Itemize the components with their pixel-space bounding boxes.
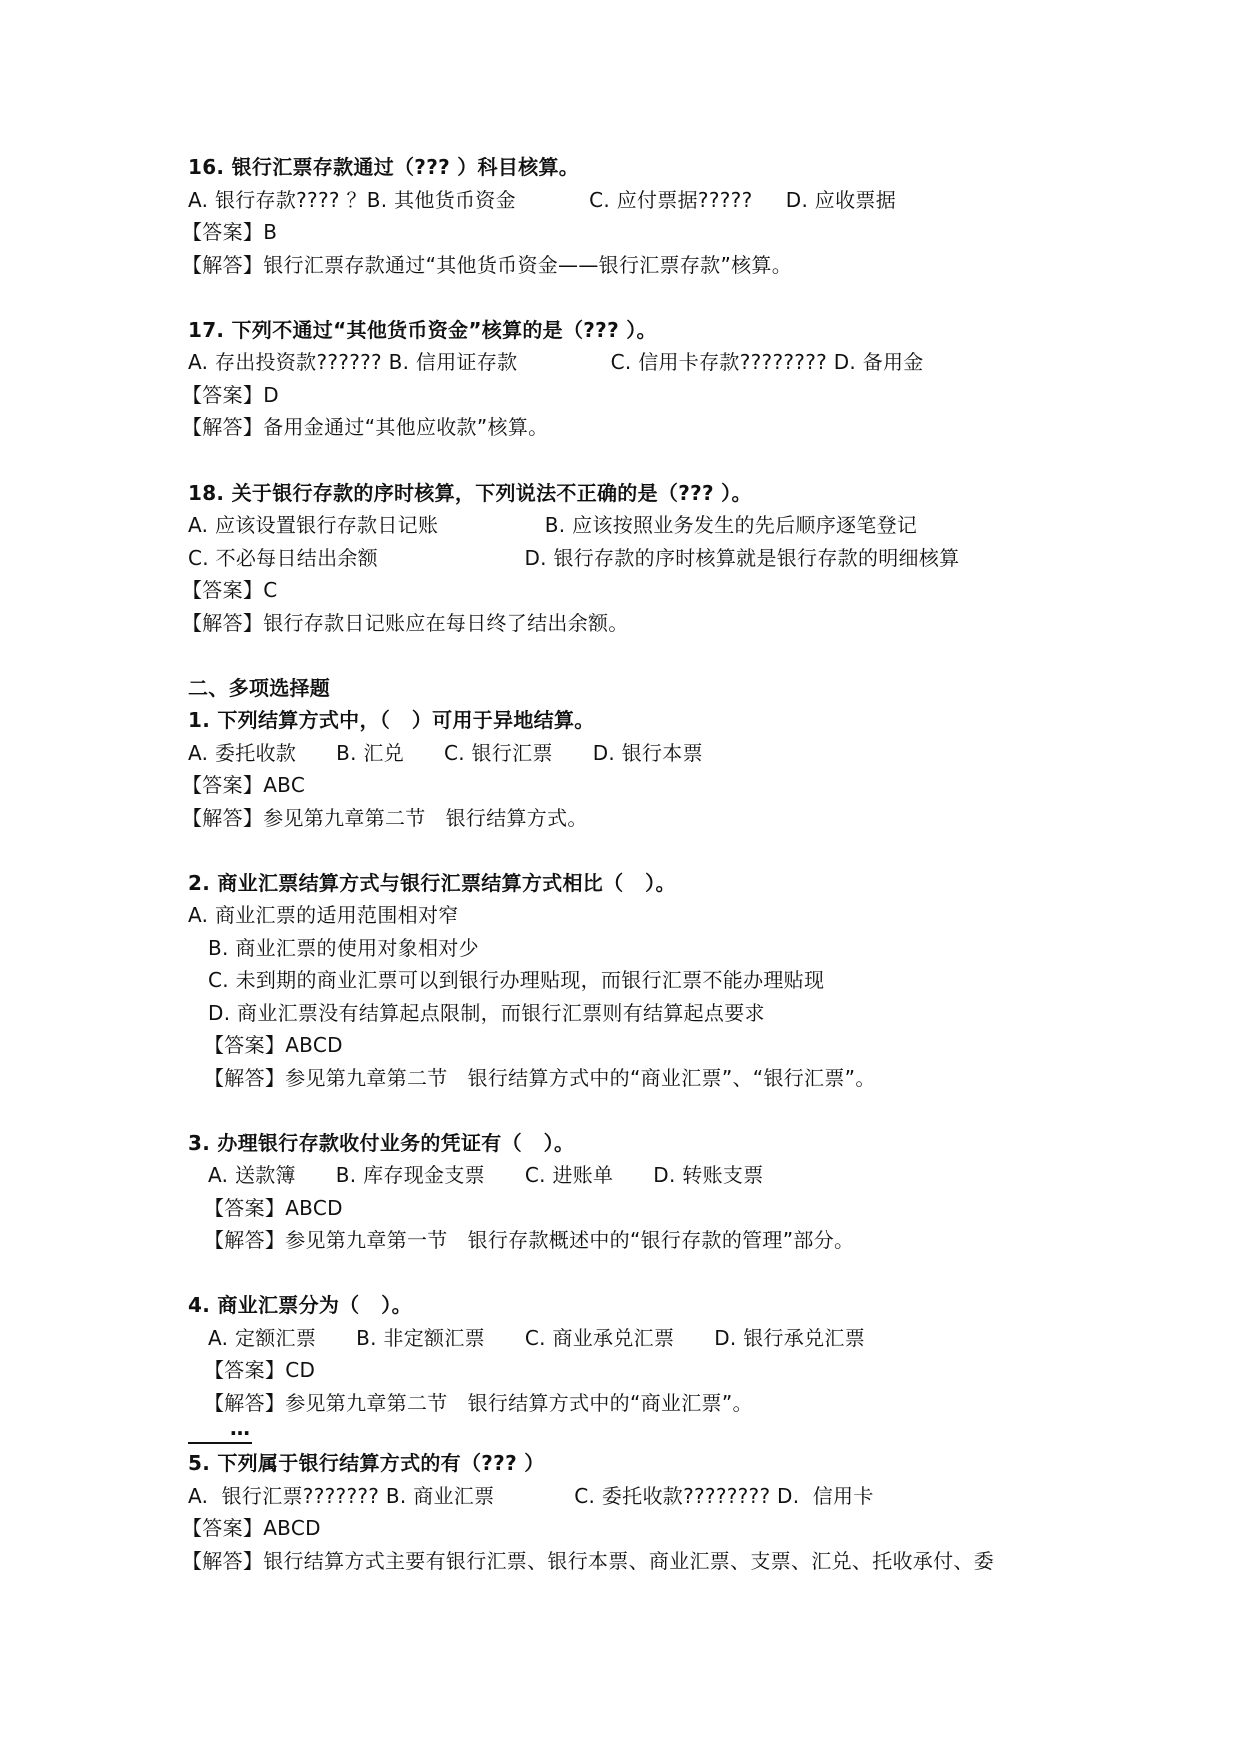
multi-question-5-options: A. 银行汇票??????? B. 商业汇票 C. 委托收款???????? D. 信用卡 bbox=[188, 1484, 874, 1508]
separator-line bbox=[188, 1442, 252, 1444]
multi-question-2-option-d: D. 商业汇票没有结算起点限制，而银行汇票则有结算起点要求 bbox=[208, 1001, 765, 1025]
multi-question-1-explanation: 【解答】参见第九章第二节 银行结算方式。 bbox=[182, 806, 588, 830]
multi-question-1-answer: 【答案】ABC bbox=[182, 773, 306, 797]
question-18-answer: 【答案】C bbox=[182, 578, 278, 602]
question-17-options: A. 存出投资款?????? B. 信用证存款 C. 信用卡存款???????? D. 备用金 bbox=[188, 350, 924, 374]
question-18-options-row2: C. 不必每日结出余额 D. 银行存款的序时核算就是银行存款的明细核算 bbox=[188, 546, 960, 570]
question-16-answer: 【答案】B bbox=[182, 220, 278, 244]
question-17-explanation: 【解答】备用金通过“其他应收款”核算。 bbox=[182, 415, 549, 439]
multi-question-4-answer: 【答案】CD bbox=[204, 1358, 316, 1382]
ellipsis-marker: … bbox=[230, 1416, 251, 1440]
multi-question-3-title: 3. 办理银行存款收付业务的凭证有（ ）。 bbox=[188, 1131, 575, 1155]
question-18-title: 18. 关于银行存款的序时核算，下列说法不正确的是（??? ）。 bbox=[188, 481, 752, 505]
multi-question-2-explanation: 【解答】参见第九章第二节 银行结算方式中的“商业汇票”、“银行汇票”。 bbox=[204, 1066, 876, 1090]
question-17-answer: 【答案】D bbox=[182, 383, 279, 407]
multi-question-5-explanation: 【解答】银行结算方式主要有银行汇票、银行本票、商业汇票、支票、汇兑、托收承付、委 bbox=[182, 1549, 994, 1573]
multi-question-5-answer: 【答案】ABCD bbox=[182, 1516, 321, 1540]
multi-question-2-answer: 【答案】ABCD bbox=[204, 1033, 343, 1057]
multi-question-2-option-c: C. 未到期的商业汇票可以到银行办理贴现，而银行汇票不能办理贴现 bbox=[208, 968, 825, 992]
multi-question-5-title: 5. 下列属于银行结算方式的有（??? ） bbox=[188, 1451, 545, 1475]
multi-question-3-options: A. 送款簿 B. 库存现金支票 C. 进账单 D. 转账支票 bbox=[208, 1163, 764, 1187]
question-18-options-row1: A. 应该设置银行存款日记账 B. 应该按照业务发生的先后顺序逐笔登记 bbox=[188, 513, 918, 537]
multi-question-3-answer: 【答案】ABCD bbox=[204, 1196, 343, 1220]
question-16-explanation: 【解答】银行汇票存款通过“其他货币资金——银行汇票存款”核算。 bbox=[182, 253, 793, 277]
multi-question-4-options: A. 定额汇票 B. 非定额汇票 C. 商业承兑汇票 D. 银行承兑汇票 bbox=[208, 1326, 866, 1350]
multi-question-4-explanation: 【解答】参见第九章第二节 银行结算方式中的“商业汇票”。 bbox=[204, 1391, 753, 1415]
multi-question-3-explanation: 【解答】参见第九章第一节 银行存款概述中的“银行存款的管理”部分。 bbox=[204, 1228, 855, 1252]
question-16-title: 16. 银行汇票存款通过（??? ）科目核算。 bbox=[188, 155, 580, 179]
multi-question-2-option-a: A. 商业汇票的适用范围相对窄 bbox=[188, 903, 459, 927]
question-18-explanation: 【解答】银行存款日记账应在每日终了结出余额。 bbox=[182, 611, 629, 635]
multi-question-4-title: 4. 商业汇票分为（ ）。 bbox=[188, 1293, 412, 1317]
multi-question-2-option-b: B. 商业汇票的使用对象相对少 bbox=[208, 936, 479, 960]
multi-question-1-title: 1. 下列结算方式中，（ ）可用于异地结算。 bbox=[188, 708, 595, 732]
section-title: 二、多项选择题 bbox=[188, 676, 331, 700]
question-17-title: 17. 下列不通过“其他货币资金”核算的是（??? ）。 bbox=[188, 318, 657, 342]
multi-question-1-options: A. 委托收款 B. 汇兑 C. 银行汇票 D. 银行本票 bbox=[188, 741, 703, 765]
question-16-options: A. 银行存款???? ？B. 其他货币资金 C. 应付票据????? D. 应收票据 bbox=[188, 188, 896, 212]
multi-question-2-title: 2. 商业汇票结算方式与银行汇票结算方式相比（ ）。 bbox=[188, 871, 676, 895]
